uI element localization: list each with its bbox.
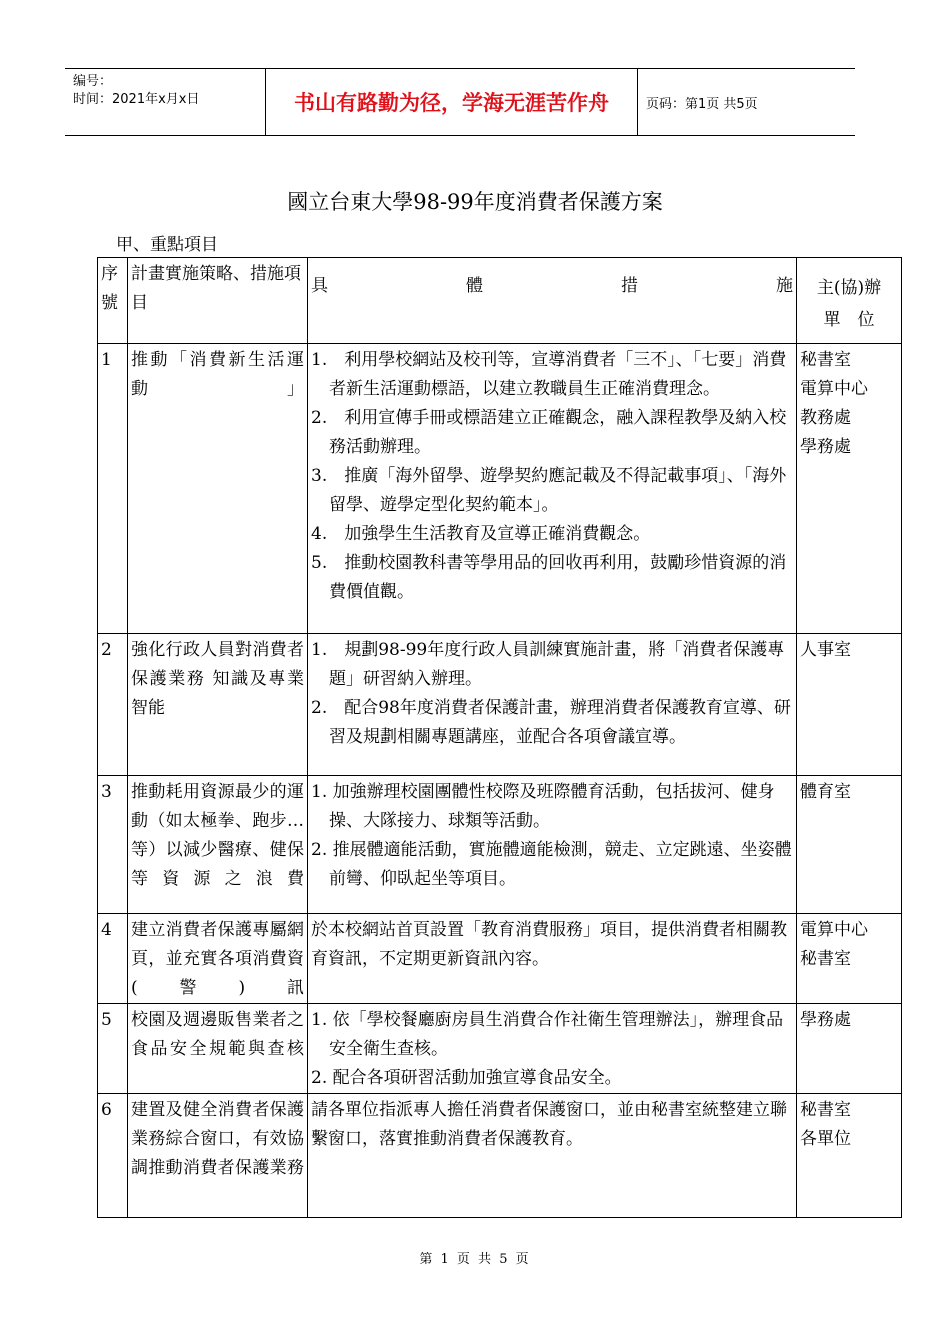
row-strategy: 強化行政人員對消費者保護業務 知識及專業智能 — [128, 634, 308, 776]
measure-item: 4. 加強學生生活教育及宣導正確消費觀念。 — [311, 524, 651, 544]
header-unit — [797, 258, 902, 344]
measure-item: 5. 推動校園教科書等學用品的回收再利用，鼓勵珍惜資源的消費價值觀。 — [311, 553, 787, 602]
row-units — [797, 1094, 902, 1218]
row-units — [797, 344, 902, 634]
table-row — [98, 1094, 902, 1218]
row-measures — [308, 634, 797, 776]
header-measures-char: 具 — [311, 276, 328, 296]
measure-item: 2. 配合各項研習活動加強宣導食品安全。 — [311, 1068, 622, 1088]
row-seq: 5 — [98, 1004, 128, 1094]
row-measures — [308, 914, 797, 1004]
unit-item: 秘書室 — [800, 949, 851, 969]
unit-item: 電算中心 — [800, 379, 868, 399]
header-meta — [65, 69, 265, 135]
table-row — [98, 634, 902, 776]
row-units — [797, 1004, 902, 1094]
header-motto: 书山有路勤为径，学海无涯苦作舟 — [265, 69, 638, 135]
unit-item: 電算中心 — [800, 920, 868, 940]
measure-item: 2. 利用宣傳手冊或標語建立正確觀念，融入課程教學及納入校務活動辦理。 — [311, 408, 787, 457]
row-measures — [308, 1004, 797, 1094]
unit-item: 人事室 — [800, 640, 851, 660]
unit-item: 秘書室 — [800, 350, 851, 370]
row-seq: 4 — [98, 914, 128, 1004]
header-strategy: 計畫實施策略、措施項目 — [128, 258, 308, 344]
unit-item: 體育室 — [800, 782, 851, 802]
row-strategy: 校園及週邊販售業者之食品安全規範與查核 — [128, 1004, 308, 1094]
row-strategy: 建立消費者保護專屬網頁，並充實各項消費資(警)訊 — [128, 914, 308, 1004]
measure-item: 1. 利用學校網站及校刊等，宣導消費者「三不」、「七要」消費者新生活運動標語，以建立教職員生正確消費理念。 — [311, 350, 787, 399]
unit-item: 各單位 — [800, 1129, 851, 1149]
table-row — [98, 344, 902, 634]
row-strategy: 推動耗用資源最少的運動（如太極拳、跑步…等）以減少醫療、健保等資源之浪費 — [128, 776, 308, 914]
measure-item: 1. 依「學校餐廳廚房員生消費合作社衛生管理辦法」，辦理食品安全衛生查核。 — [311, 1010, 784, 1059]
row-units — [797, 914, 902, 1004]
row-seq: 6 — [98, 1094, 128, 1218]
table-row — [98, 914, 902, 1004]
row-strategy: 推動「消費新生活運動」 — [128, 344, 308, 634]
plan-table — [97, 257, 902, 1218]
measure-item: 3. 推廣「海外留學、遊學契約應記載及不得記載事項」、「海外留學、遊學定型化契約範本」。 — [311, 466, 787, 515]
unit-item: 教務處 — [800, 408, 851, 428]
unit-item: 秘書室 — [800, 1100, 851, 1120]
section-heading: 甲、重點項目 — [116, 235, 218, 255]
measure-item: 2. 推展體適能活動，實施體適能檢測，競走、立定跳遠、坐姿體前彎、仰臥起坐等項目。 — [311, 840, 792, 889]
row-seq: 1 — [98, 344, 128, 634]
table-header-row — [98, 258, 902, 344]
row-units — [797, 634, 902, 776]
measure-item: 2. 配合98年度消費者保護計畫，辦理消費者保護教育宣導、研習及規劃相關專題講座，並配合各項會議宣導。 — [311, 698, 791, 747]
row-seq: 3 — [98, 776, 128, 914]
measure-item: 請各單位指派專人擔任消費者保護窗口，並由秘書室統整建立聯繫窗口，落實推動消費者保護教育。 — [311, 1100, 787, 1149]
measure-item: 於本校網站首頁設置「教育消費服務」項目，提供消費者相關教育資訊，不定期更新資訊內容。 — [311, 920, 787, 969]
code-label: 编号： — [73, 74, 113, 89]
table-row — [98, 776, 902, 914]
header-measures-char: 施 — [776, 276, 793, 296]
measure-item: 1. 規劃98-99年度行政人員訓練實施計畫，將「消費者保護專題」研習納入辦理。 — [311, 640, 785, 689]
unit-item: 學務處 — [800, 1010, 851, 1030]
header-measures — [308, 258, 797, 344]
row-measures — [308, 776, 797, 914]
row-measures — [308, 344, 797, 634]
row-seq: 2 — [98, 634, 128, 776]
header-unit-bottom: 單 位 — [823, 310, 875, 330]
time-label: 时间：2021年x月x日 — [73, 92, 200, 107]
header-unit-top: 主(協)辦 — [816, 278, 882, 298]
row-units — [797, 776, 902, 914]
document-title: 國立台東大學98-99年度消費者保護方案 — [287, 190, 663, 214]
header-page-info: 页码：第1页 共5页 — [646, 96, 758, 112]
row-strategy: 建置及健全消費者保護業務綜合窗口，有效協調推動消費者保護業務 — [128, 1094, 308, 1218]
row-measures — [308, 1094, 797, 1218]
table-row — [98, 1004, 902, 1094]
page-header — [65, 68, 855, 136]
unit-item: 學務處 — [800, 437, 851, 457]
measure-item: 1. 加強辦理校園團體性校際及班際體育活動，包括拔河、健身操、大隊接力、球類等活動。 — [311, 782, 775, 831]
header-measures-char: 措 — [621, 276, 638, 296]
header-measures-char: 體 — [466, 276, 483, 296]
header-seq: 序號 — [98, 258, 128, 344]
page-footer: 第 1 页 共 5 页 — [419, 1252, 531, 1267]
